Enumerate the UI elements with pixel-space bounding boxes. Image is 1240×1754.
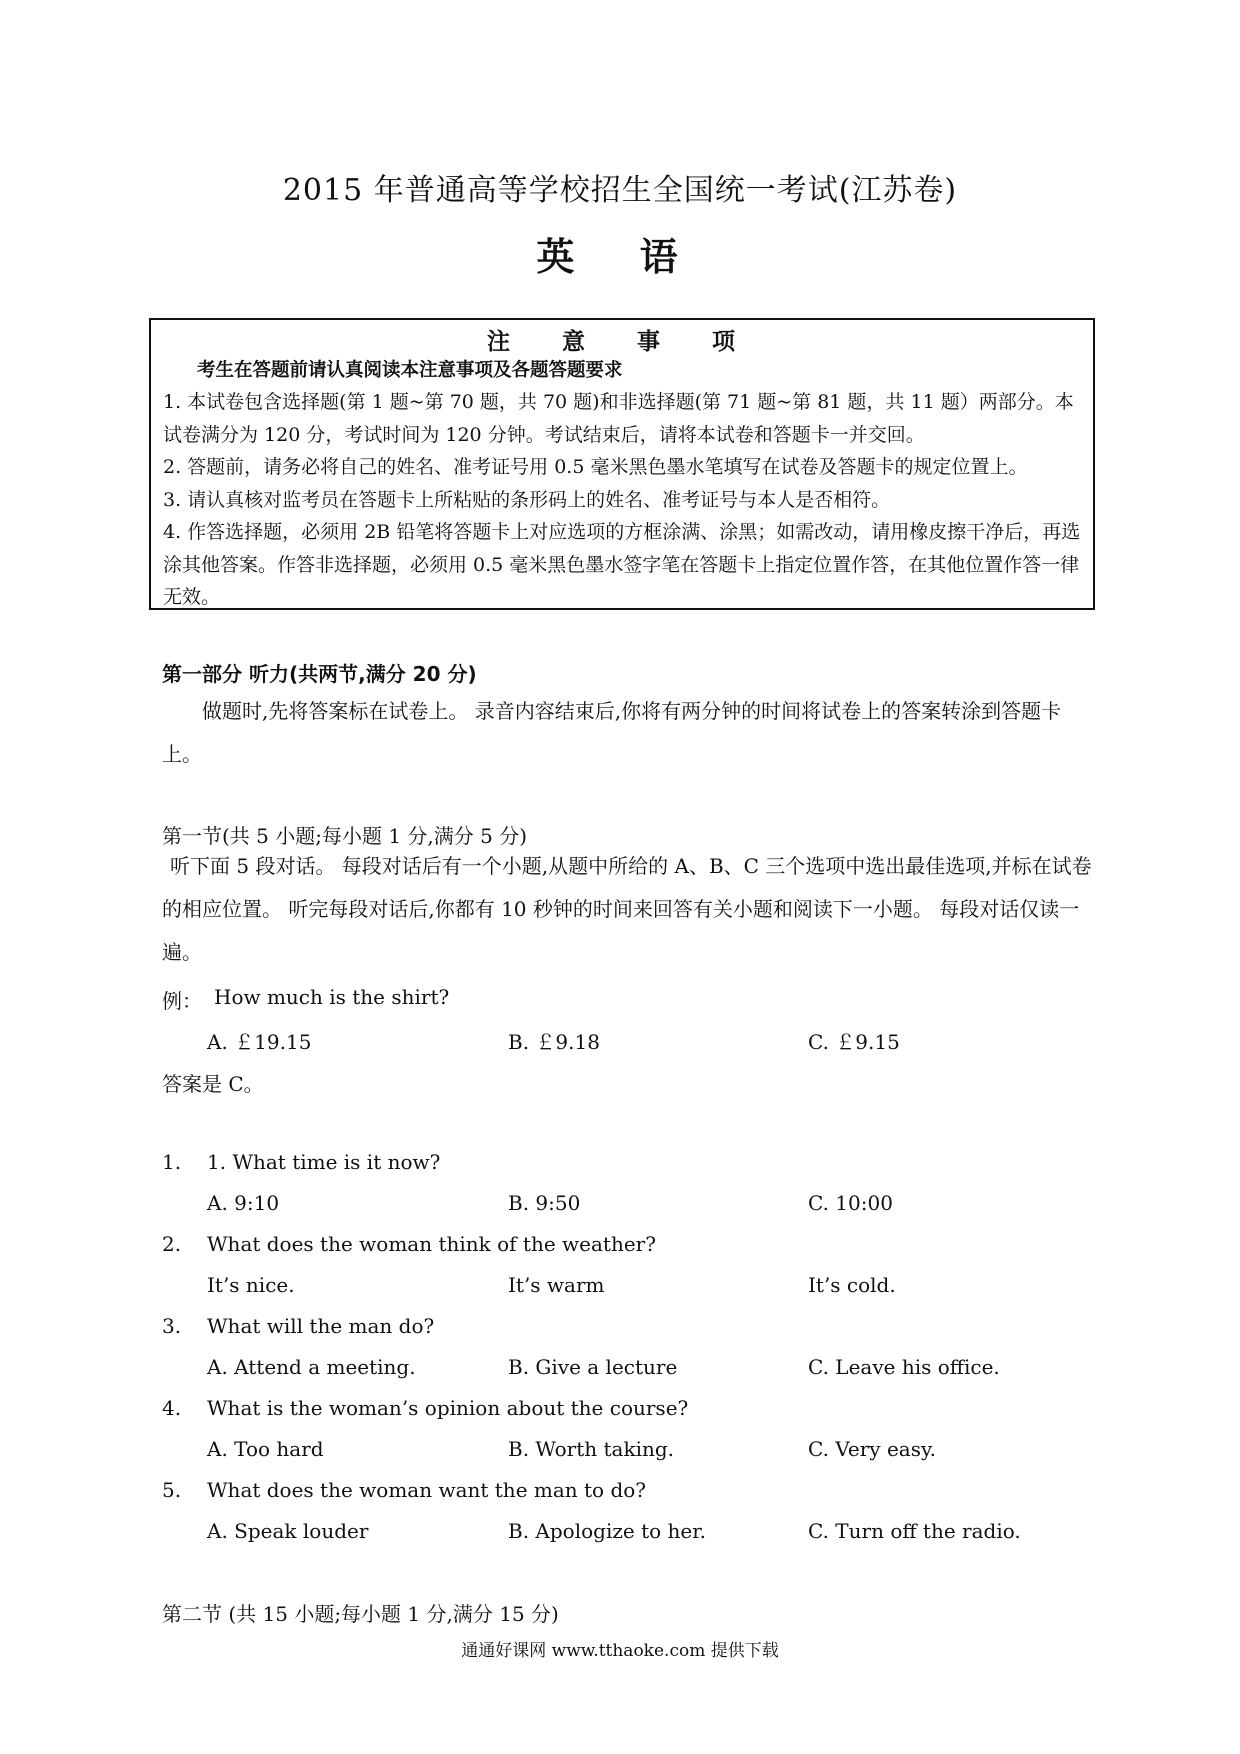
section1-instruction: 听下面 5 段对话。 每段对话后有一个小题,从题中所给的 A、B、C 三个选项中选出最佳选项,并标在试卷的相应位置。 听完每段对话后,你都有 10 秒钟的时间来回答有关小题和阅读下一小题。 每段对话仅读一遍。	[162, 854, 1092, 964]
question-option-c: It’s cold.	[808, 1273, 896, 1297]
question-option-b: B. Apologize to her.	[508, 1519, 706, 1543]
question-number: 2.	[162, 1232, 182, 1256]
exam-title: 2015 年普通高等学校招生全国统一考试(江苏卷)	[282, 173, 958, 208]
question-option-b: B. Worth taking.	[508, 1437, 675, 1461]
notice-item: 3. 请认真核对监考员在答题卡上所粘贴的条形码上的姓名、准考证号与本人是否相符。	[163, 488, 891, 511]
example-option-b: B. ￡9.18	[508, 1030, 600, 1054]
part1-heading: 第一部分 听力(共两节,满分 20 分)	[162, 662, 477, 686]
question-option-a: A. Too hard	[207, 1437, 324, 1461]
question-text: What does the woman want the man to do?	[207, 1478, 647, 1502]
example-option-c: C. ￡9.15	[808, 1030, 900, 1054]
question-option-a: A. 9:10	[207, 1191, 280, 1215]
question-text: 1. What time is it now?	[207, 1150, 441, 1174]
question-text: What is the woman’s opinion about the course?	[207, 1396, 689, 1420]
question-text: What does the woman think of the weather?	[207, 1232, 656, 1256]
notice-item: 2. 答题前，请务必将自己的姓名、准考证号用 0.5 毫米黑色墨水笔填写在试卷及答题卡的规定位置上。	[163, 456, 1028, 478]
example-question: How much is the shirt?	[214, 985, 450, 1009]
question-option-a: A. Attend a meeting.	[207, 1355, 416, 1379]
question-option-c: C. Very easy.	[808, 1437, 936, 1461]
notice-heading: 注 意 事 项	[486, 329, 758, 355]
example-label: 例：	[162, 989, 202, 1013]
question-number: 1.	[162, 1150, 182, 1174]
footer-download-note: 通通好课网 www.tthaoke.com 提供下载	[461, 1641, 779, 1661]
question-option-a: A. Speak louder	[207, 1519, 369, 1543]
question-text: What will the man do?	[207, 1314, 435, 1338]
part1-instruction: 做题时,先将答案标在试卷上。 录音内容结束后,你将有两分钟的时间将试卷上的答案转涂到答题卡上。	[162, 699, 1062, 766]
section2-heading: 第二节 (共 15 小题;每小题 1 分,满分 15 分)	[162, 1602, 559, 1626]
example-option-a: A. ￡19.15	[207, 1030, 312, 1054]
example-answer: 答案是 C。	[162, 1072, 264, 1096]
question-option-c: C. 10:00	[808, 1191, 893, 1215]
notice-box	[149, 318, 1095, 610]
question-number: 4.	[162, 1396, 182, 1420]
question-option-b: B. 9:50	[508, 1191, 581, 1215]
question-option-c: C. Turn off the radio.	[808, 1519, 1021, 1543]
question-option-c: C. Leave his office.	[808, 1355, 1000, 1379]
notice-item: 1. 本试卷包含选择题(第 1 题~第 70 题，共 70 题)和非选择题(第 71 题~第 81 题，共 11 题）两部分。本试卷满分为 120 分，考试时间为 120 分钟。考试结束后，请将本试卷和答题卡一并交回。	[163, 391, 1074, 446]
question-option-a: It’s nice.	[207, 1273, 295, 1297]
section1-heading: 第一节(共 5 小题;每小题 1 分,满分 5 分)	[162, 824, 528, 848]
question-option-b: B. Give a lecture	[508, 1355, 678, 1379]
question-number: 5.	[162, 1478, 182, 1502]
question-option-b: It’s warm	[508, 1273, 605, 1297]
notice-item: 4. 作答选择题，必须用 2B 铅笔将答题卡上对应选项的方框涂满、涂黑；如需改动，请用橡皮擦干净后，再选涂其他答案。作答非选择题，必须用 0.5 毫米黑色墨水签字笔在答题卡上指定位置作答，在其他位置作答一律无效。	[163, 521, 1081, 608]
notice-subheading: 考生在答题前请认真阅读本注意事项及各题答题要求	[197, 360, 623, 381]
question-number: 3.	[162, 1314, 182, 1338]
subject-title: 英 语	[536, 235, 704, 279]
